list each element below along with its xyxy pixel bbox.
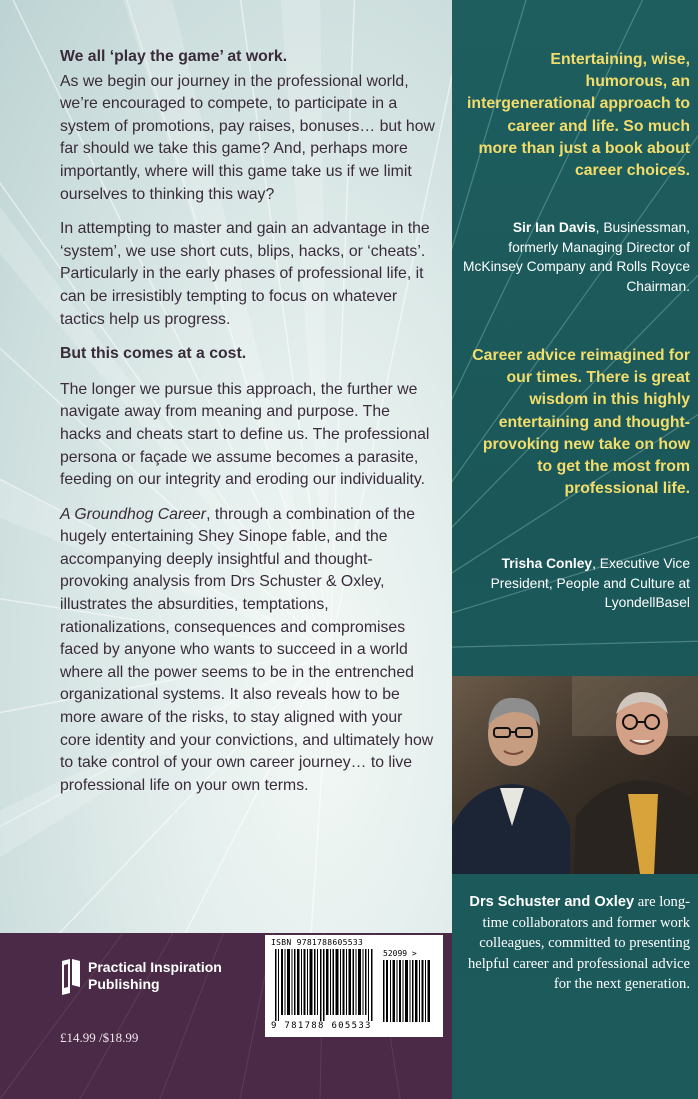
authors-bio (454, 892, 690, 995)
endorser-name-1: Sir Ian Davis (512, 220, 596, 235)
blurb-heading: We all ‘play the game’ at work. (60, 48, 288, 65)
barcode-price-code: 52099 > (383, 949, 417, 958)
blurb-paragraph-4 (60, 504, 435, 798)
isbn-barcode (265, 935, 443, 1037)
price-label: £14.99 /$18.99 (60, 1030, 139, 1045)
endorsement-attribution-1 (460, 218, 690, 296)
publisher-name-line-2: Publishing (88, 976, 160, 992)
back-cover-blurb (60, 46, 435, 809)
book-title: A Groundhog Career (60, 505, 207, 523)
authors-bio-text: are long-time collaborators and former work colleagues, committed to presenting helpful career and professional advice for the next generation. (467, 894, 690, 992)
endorser-role-2: , Executive Vice President, People and Culture at LyondellBasel (490, 556, 690, 610)
barcode-bars (275, 949, 375, 1021)
blurb-paragraph-2: In attempting to master and gain an advantage in the ‘system’, we use short cuts, blips, hacks, or ‘cheats’. Particularly in the early phases of professional life, it can be irresistibly tempting to focus on whatever tactics help us progress. (60, 220, 430, 328)
authors-names: Drs Schuster and Oxley (469, 894, 635, 910)
blurb-paragraph-1: As we begin our journey in the professional world, we’re encouraged to compete, to participate in a system of promotions, pay raises, bonuses… but how far should we take this game? And, perhaps more importantly, where will this game take us if we limit ourselves to thinking this way? (60, 72, 435, 203)
barcode-addon-bars (383, 960, 433, 1022)
publisher-name (88, 959, 222, 993)
endorser-name-2: Trisha Conley (501, 556, 593, 571)
blurb-paragraph-4-text: , through a combination of the hugely entertaining Shey Sinope fable, and the accompanying deeply insightful and thought-provoking analysis from Drs Schuster & Oxley, illustrates the absurdities, temptations, rationalizations, consequences and compromises faced by anyone who wants to succeed in a world where all the power seems to be in the entrenched organizational systems. It also reveals how to be more aware of the risks, to stay aligned with your core identity and your convictions, and ultimately how to take control of your own career journey… to live professional life on your own terms. (60, 505, 434, 794)
blurb-paragraph-3: The longer we pursue this approach, the further we navigate away from meaning and purpose. The hacks and cheats start to define us. The professional persona or façade we assume becomes a parasite, feeding on our integrity and eroding our individuality. (60, 380, 430, 489)
isbn-number-top: ISBN 9781788605533 (271, 938, 364, 947)
publisher-name-line-1: Practical Inspiration (88, 959, 222, 975)
endorsement-quote-1: Entertaining, wise, humorous, an intergenerational approach to career and life. So much more than just a book about career choices. (467, 51, 690, 180)
endorser-role-1: , Businessman, formerly Managing Director of McKinsey Company and Rolls Royce Chairman. (463, 220, 690, 294)
open-book-logo-icon (60, 957, 82, 997)
endorsement-attribution-2 (460, 554, 690, 613)
blurb-subheading: But this comes at a cost. (60, 345, 247, 363)
publisher-mark (60, 957, 260, 1001)
isbn-number-bottom: 9 781788 605533 (271, 1021, 372, 1031)
authors-photo (452, 676, 698, 874)
endorsement-quote-2: Career advice reimagined for our times. There is great wisdom in this highly entertaining and thought-provoking new take on how to get the most from professional life. (472, 347, 690, 498)
